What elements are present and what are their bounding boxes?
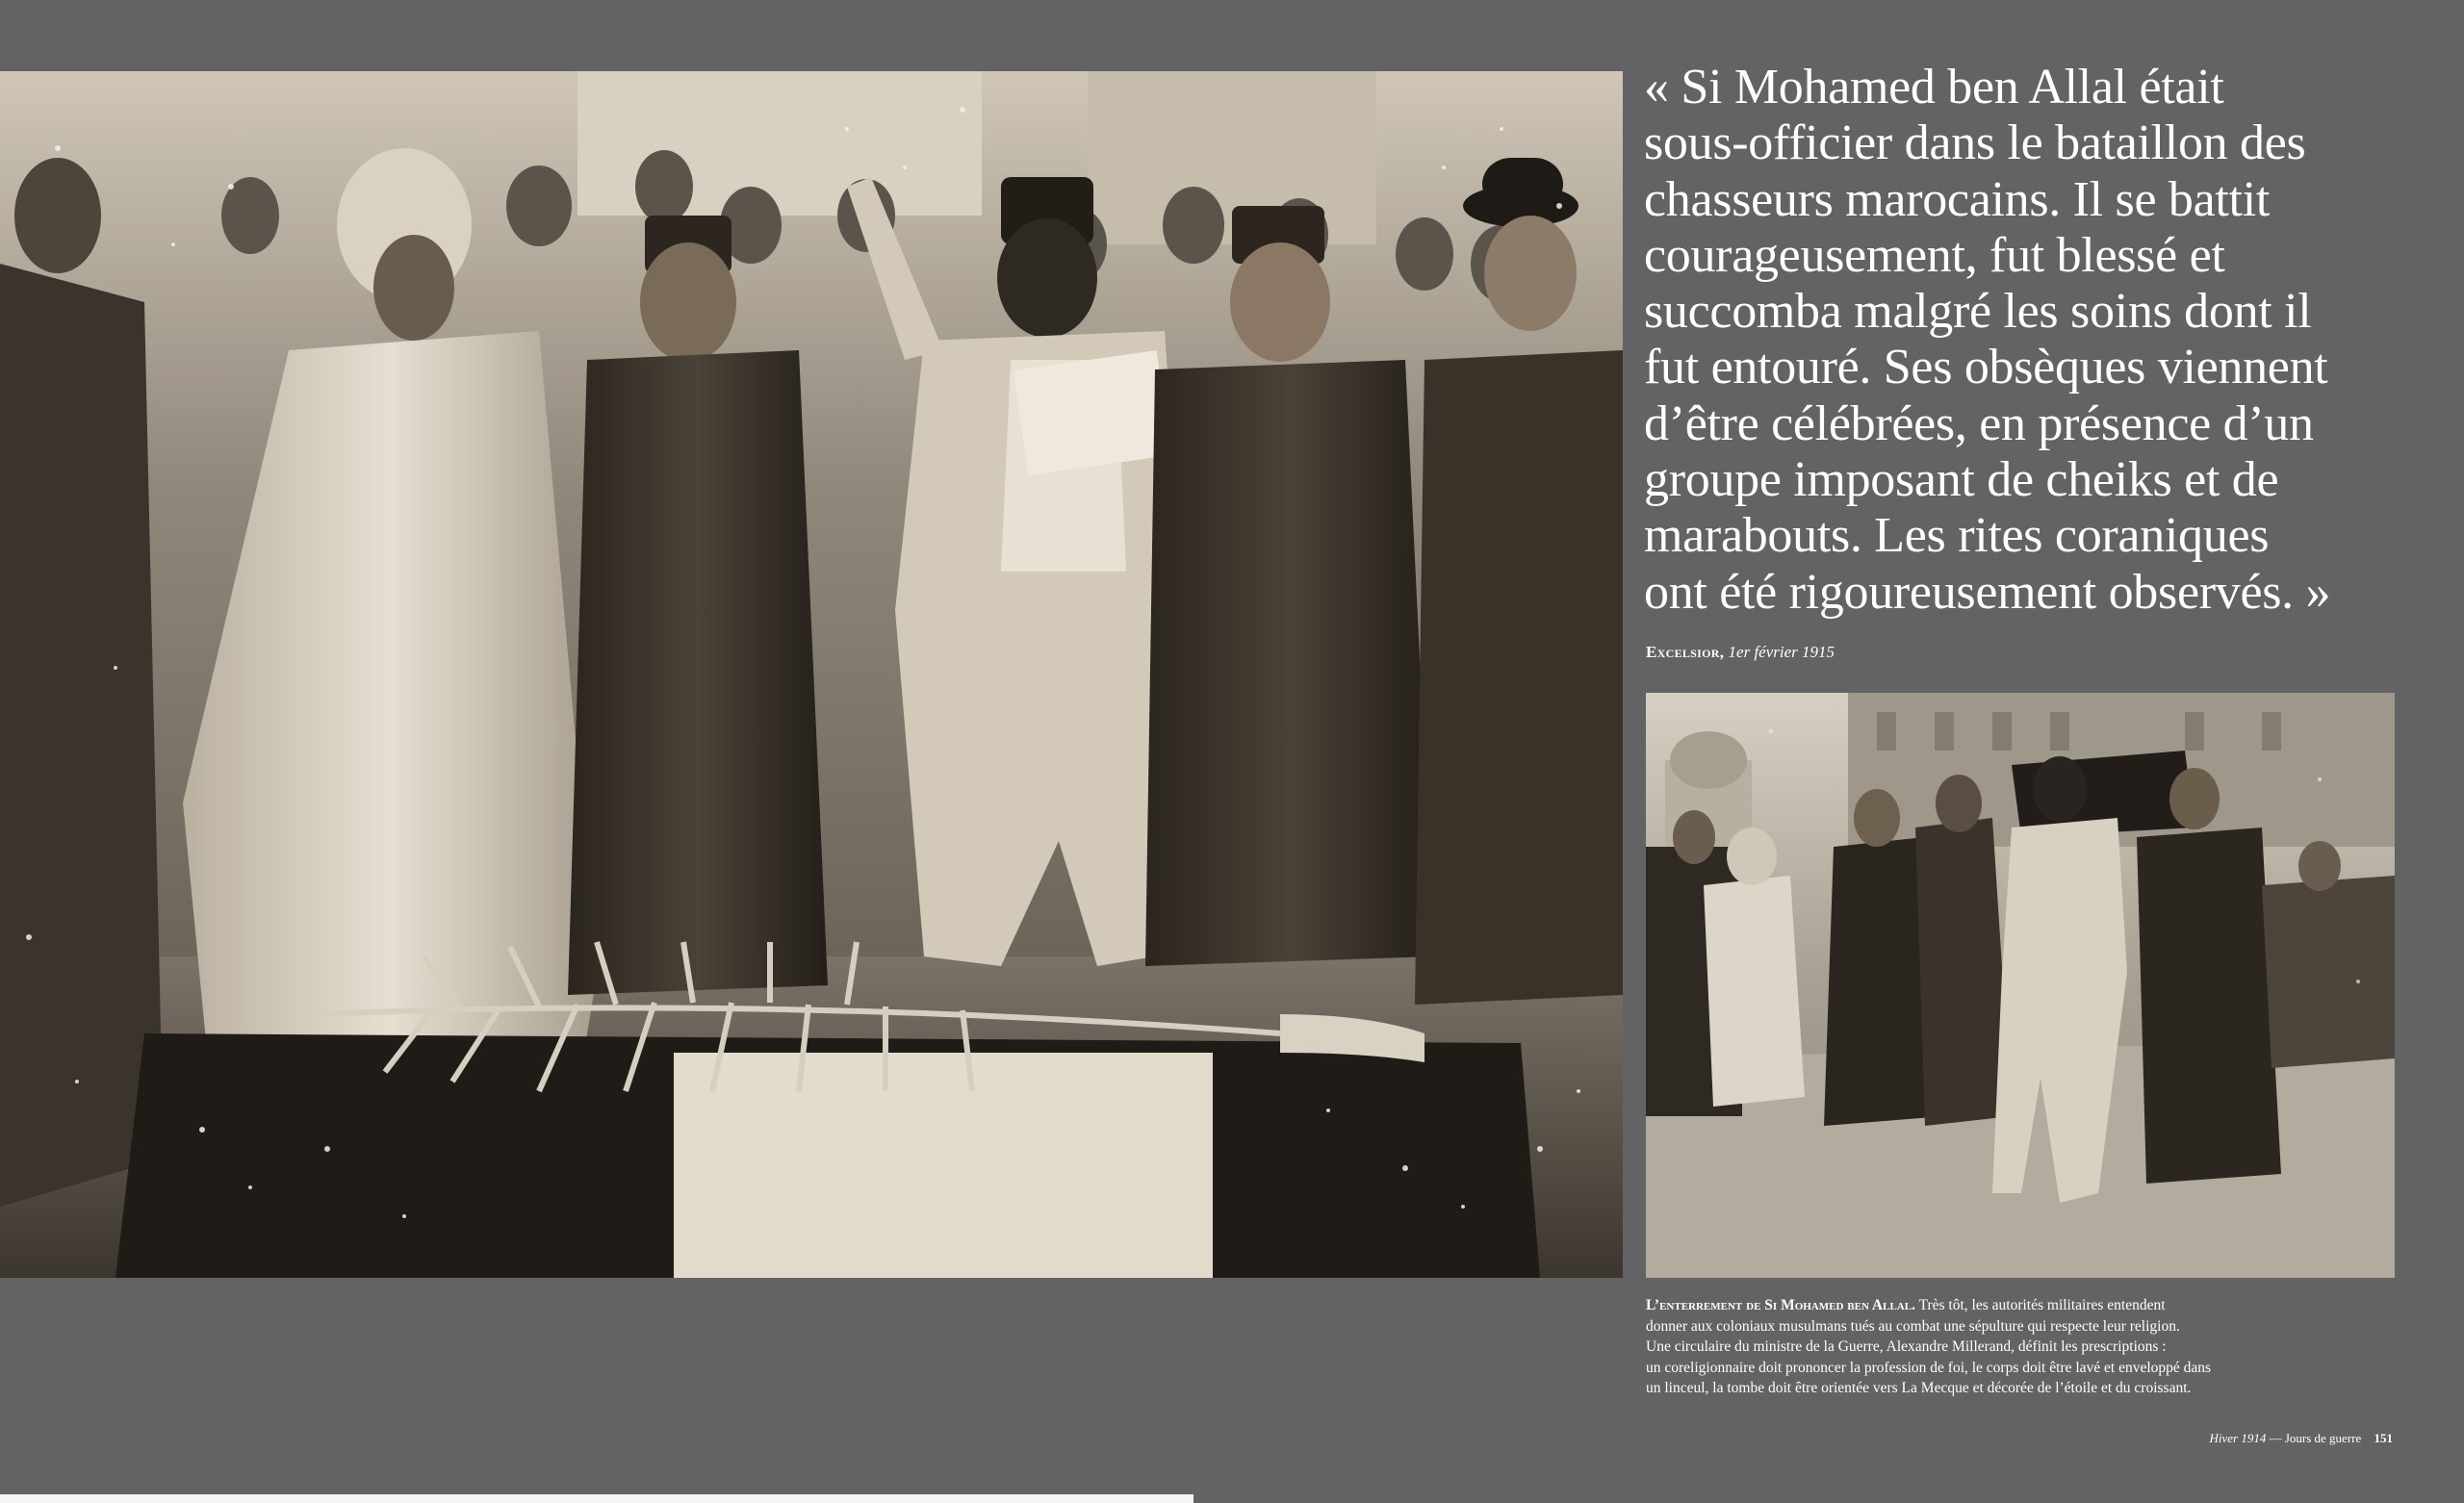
caption-first-line (1646, 1295, 2406, 1316)
funeral-ceremony-image (0, 71, 1623, 1278)
source-publication: Excelsior, (1646, 643, 1725, 661)
quote-line: ont été rigoureusement observés. » (1644, 564, 2331, 620)
page-folio (2209, 1431, 2393, 1446)
caption-title: L’enterrement de Si Mohamed ben Allal. (1646, 1297, 1915, 1313)
page-number: 151 (2374, 1431, 2393, 1445)
quote-line: « Si Mohamed ben Allal était (1644, 60, 2224, 115)
quote-line: d’être célébrées, en présence d’un (1644, 395, 2314, 451)
quote-line: courageusement, fut blessé et (1644, 227, 2225, 283)
caption-line: un linceul, la tombe doit être orientée vers La Mecque et décorée de l’étoile et du croissant. (1646, 1380, 2192, 1396)
folio-section: Hiver 1914 (2209, 1431, 2267, 1445)
folio-separator: — (2269, 1431, 2282, 1445)
folio-chapter: Jours de guerre (2284, 1431, 2362, 1445)
pull-quote (1644, 60, 2433, 621)
photo-caption (1646, 1295, 2406, 1399)
quote-line: marabouts. Les rites coraniques (1644, 508, 2270, 564)
secondary-photograph (1646, 693, 2395, 1278)
quote-line: chasseurs marocains. Il se battit (1644, 171, 2271, 227)
funeral-procession-image (1646, 693, 2395, 1278)
quote-line: succomba malgré les soins dont il (1644, 284, 2312, 340)
source-date: 1er février 1915 (1728, 643, 1835, 661)
caption-line: un coreligionnaire doit prononcer la profession de foi, le corps doit être lavé et enveloppé dans (1646, 1359, 2212, 1376)
caption-line: Une circulaire du ministre de la Guerre, Alexandre Millerand, définit les prescriptions : (1646, 1338, 2167, 1355)
main-photograph (0, 71, 1623, 1278)
quote-source (1646, 643, 1835, 662)
quote-line: sous-officier dans le bataillon des (1644, 115, 2306, 171)
quote-line: fut entouré. Ses obsèques viennent (1644, 340, 2328, 395)
quote-line: groupe imposant de cheiks et de (1644, 452, 2279, 508)
caption-text: Très tôt, les autorités militaires entendent (1918, 1297, 2166, 1313)
caption-line: donner aux coloniaux musulmans tués au combat une sépulture qui respecte leur religion. (1646, 1317, 2180, 1335)
page-edge-divider (0, 1494, 1194, 1503)
